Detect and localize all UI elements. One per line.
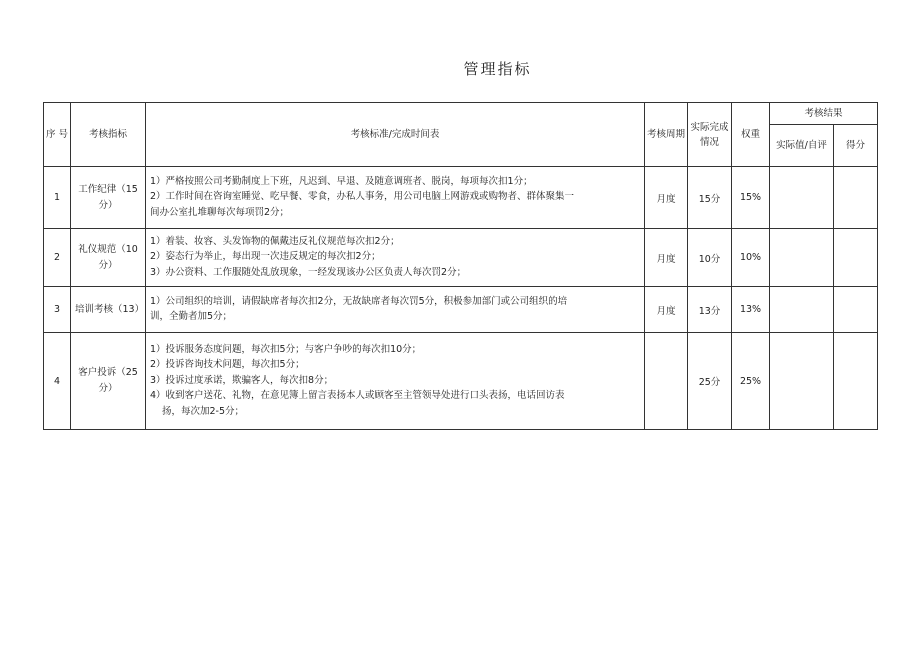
header-self-eval: 实际值/自评 bbox=[770, 125, 834, 167]
row-self-eval bbox=[770, 229, 834, 287]
table-row bbox=[44, 333, 878, 430]
row-indicator: 客户投诉（25分） bbox=[71, 333, 146, 430]
table-row bbox=[44, 167, 878, 229]
kpi-table bbox=[43, 102, 878, 430]
header-seq: 序 号 bbox=[44, 103, 71, 167]
row-standard bbox=[146, 287, 645, 333]
row-cycle: 月度 bbox=[645, 229, 688, 287]
standard-line: 3）投诉过度承诺，欺骗客人，每次扣8分； bbox=[150, 374, 334, 386]
header-result: 考核结果 bbox=[770, 103, 878, 125]
row-weight: 15% bbox=[732, 167, 770, 229]
row-self-eval bbox=[770, 287, 834, 333]
page-title: 管理指标 bbox=[463, 60, 532, 78]
row-standard bbox=[146, 229, 645, 287]
row-indicator: 培训考核（13） bbox=[71, 287, 146, 333]
standard-line: 1）投诉服务态度问题，每次扣5分；与客户争吵的每次扣10分； bbox=[150, 343, 422, 355]
standard-line: 间办公室扎堆聊每次每项罚2分； bbox=[150, 206, 290, 218]
row-standard bbox=[146, 167, 645, 229]
row-score bbox=[834, 333, 878, 430]
standard-line: 3）办公资料、工作服随处乱放现象，一经发现该办公区负责人每次罚2分； bbox=[150, 266, 467, 278]
row-standard bbox=[146, 333, 645, 430]
header-indicator: 考核指标 bbox=[71, 103, 146, 167]
row-weight: 13% bbox=[732, 287, 770, 333]
standard-line: 扬，每次加2-5分； bbox=[162, 405, 245, 417]
row-seq: 1 bbox=[44, 167, 71, 229]
table-row bbox=[44, 229, 878, 287]
standard-line: 1）公司组织的培训，请假缺席者每次扣2分，无故缺席者每次罚5分，积极参加部门或公司组织的培 bbox=[150, 295, 568, 307]
header-actual: 实际完成情况 bbox=[688, 103, 732, 167]
row-actual: 13分 bbox=[688, 287, 732, 333]
row-actual: 10分 bbox=[688, 229, 732, 287]
standard-line: 2）姿态行为举止，每出现一次违反规定的每次扣2分； bbox=[150, 251, 381, 263]
row-actual: 15分 bbox=[688, 167, 732, 229]
row-score bbox=[834, 287, 878, 333]
row-seq: 3 bbox=[44, 287, 71, 333]
row-actual: 25分 bbox=[688, 333, 732, 430]
row-score bbox=[834, 167, 878, 229]
row-weight: 25% bbox=[732, 333, 770, 430]
standard-line: 4）收到客户送花、礼物，在意见簿上留言表扬本人或顾客至主管领导处进行口头表扬，电话回访表 bbox=[150, 390, 565, 402]
standard-line: 训，全勤者加5分； bbox=[150, 311, 233, 322]
row-self-eval bbox=[770, 167, 834, 229]
header-score: 得分 bbox=[834, 125, 878, 167]
header-cycle: 考核周期 bbox=[645, 103, 688, 167]
standard-line: 1）严格按照公司考勤制度上下班，凡迟到、早退、及随意调班者、脱岗，每项每次扣1分； bbox=[150, 175, 533, 187]
row-self-eval bbox=[770, 333, 834, 430]
standard-line: 2）工作时间在咨询室睡觉、吃早餐、零食，办私人事务，用公司电脑上网游戏或购物者、群体聚集一 bbox=[150, 191, 575, 203]
row-cycle bbox=[645, 333, 688, 430]
standard-line: 1）着装、妆容、头发饰物的佩戴违反礼仪规范每次扣2分； bbox=[150, 235, 400, 247]
row-seq: 4 bbox=[44, 333, 71, 430]
header-weight: 权重 bbox=[732, 103, 770, 167]
row-cycle: 月度 bbox=[645, 287, 688, 333]
header-standard: 考核标准/完成时间表 bbox=[146, 103, 645, 167]
row-indicator: 礼仪规范（10分） bbox=[71, 229, 146, 287]
row-score bbox=[834, 229, 878, 287]
row-seq: 2 bbox=[44, 229, 71, 287]
row-cycle: 月度 bbox=[645, 167, 688, 229]
table-row bbox=[44, 287, 878, 333]
row-weight: 10% bbox=[732, 229, 770, 287]
row-indicator: 工作纪律（15分） bbox=[71, 167, 146, 229]
standard-line: 2）投诉咨询技术问题，每次扣5分； bbox=[150, 359, 305, 371]
